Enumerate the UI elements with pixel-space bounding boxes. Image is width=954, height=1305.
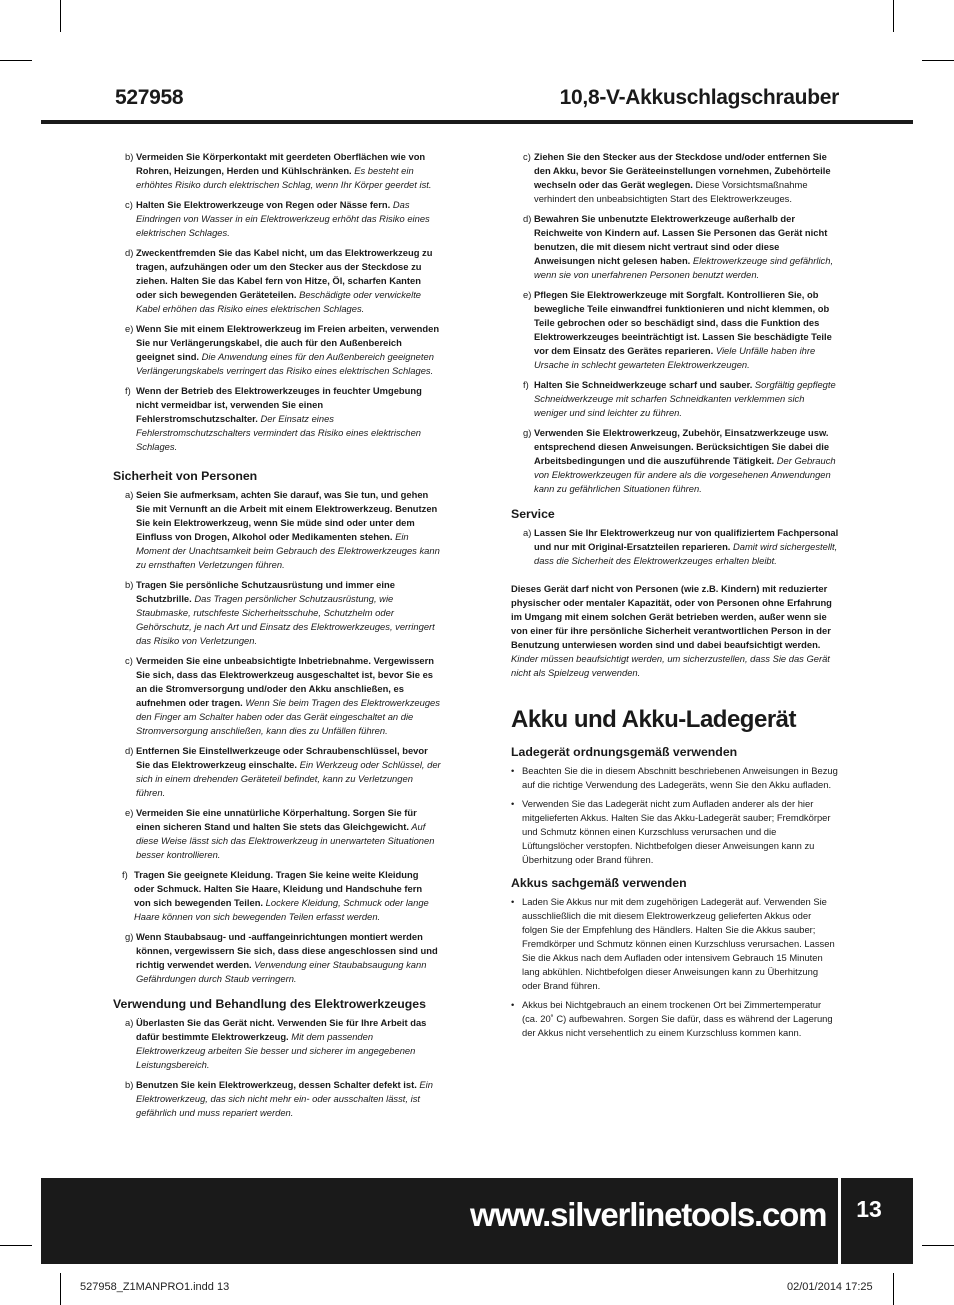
website-link[interactable]: www.silverlinetools.com	[470, 1196, 827, 1233]
item-label: d)	[125, 247, 134, 258]
bullet-text: Akkus bei Nichtgebrauch an einem trockenen Ort bei Zimmertemperatur (ca. 20˚ C) aufbewahren. Sorgen Sie dafür, dass es während der Lagerung der Akkus nicht versehentlich zu einem Kurzschluss kommen kann.	[522, 999, 833, 1038]
date-slug: 02/01/2014 17:25	[787, 1281, 873, 1293]
item-label: f)	[122, 869, 128, 880]
bullet-item	[511, 797, 839, 867]
usage-heading: Verwendung und Behandlung des Elektrowerkzeuges	[113, 997, 426, 1011]
item-instruction: Seien Sie aufmerksam, achten Sie darauf, was Sie tun, und gehen Sie mit Vernunft an die Arbeit mit einem Elektrowerkzeug. Benutzen Sie kein Elektrowerkzeug, wenn Sie müde sind oder unter dem Einfluss von Drogen, Alkohol oder Medikamenten stehen.	[136, 489, 438, 542]
crop-mark	[60, 1273, 61, 1305]
item-instruction: Entfernen Sie Einstellwerkzeuge oder Schraubenschlüssel, bevor Sie das Elektrowerkzeug einschalte.	[136, 745, 428, 770]
list-item	[511, 212, 839, 282]
item-instruction: Überlasten Sie das Gerät nicht. Verwenden Sie für Ihre Arbeit das dafür bestimmte Elektrowerkzeug.	[136, 1017, 427, 1042]
children-warning	[511, 582, 839, 680]
product-title: 10,8-V-Akkuschlagschrauber	[559, 86, 839, 109]
battery-bullet-list	[511, 895, 839, 1040]
file-slug: 527958_Z1MANPRO1.indd 13	[80, 1281, 230, 1293]
item-explanation: Elektrowerkzeuge sind gefährlich, wenn sie von unerfahrenen Personen benutzt werden.	[534, 255, 834, 280]
charger-bullet-list	[511, 764, 839, 867]
item-explanation: Viele Unfälle haben ihre Ursache in schlecht gewarteten Elektrowerkzeugen.	[534, 345, 816, 370]
item-explanation: Ein Elektrowerkzeug, das sich nicht mehr ein- oder ausschalten lässt, ist gefährlich und muss repariert werden.	[136, 1079, 433, 1118]
list-item	[113, 930, 441, 986]
list-item	[113, 1016, 441, 1072]
list-item	[113, 384, 441, 454]
bullet-text: Beachten Sie die in diesem Abschnitt beschriebenen Anweisungen in Bezug auf die richtige Verwendung des Ladegeräts, wenn Sie den Akku aufladen.	[522, 765, 838, 790]
battery-heading: Akkus sachgemäß verwenden	[511, 876, 687, 890]
item-instruction: Vermeiden Sie Körperkontakt mit geerdeten Oberflächen wie von Rohren, Heizungen, Herden und Kühlschränken.	[136, 151, 426, 176]
crop-mark	[893, 1273, 894, 1305]
item-label: b)	[125, 151, 134, 162]
bullet-icon: •	[511, 798, 515, 809]
list-item	[113, 488, 441, 572]
charger-heading: Ladegerät ordnungsgemäß verwenden	[511, 745, 738, 759]
item-label: d)	[523, 213, 532, 224]
item-explanation: Ein Werkzeug oder Schlüssel, der sich in einem drehenden Geräteteil befindet, kann zu Verletzungen führen.	[136, 759, 441, 798]
bullet-text: Verwenden Sie das Ladegerät nicht zum Aufladen anderer als der hier mitgelieferten Akkus. Halten Sie das Akku-Ladegerät sauber; Fremdkörper und Schmutz können einen Kurzschluss verursachen und die Lüftungslöcher verstopfen. Nichtbefolgen dieser Anweisungen kann zu Überhitzung oder Brand führen.	[522, 798, 831, 865]
bullet-icon: •	[511, 765, 515, 776]
item-instruction: Zweckentfremden Sie das Kabel nicht, um das Elektrowerkzeug zu tragen, aufzuhängen oder um den Stecker aus der Steckdose zu ziehen. Halten Sie das Kabel fern von Hitze, Öl, scharfen Kanten oder sich bewegenden Geräteteilen.	[136, 247, 433, 300]
item-explanation: Diese Vorsichtsmaßnahme verhindert den unbeabsichtigten Start des Elektrowerkzeuges.	[534, 179, 808, 204]
left-column	[113, 150, 441, 1126]
item-explanation: Sorgfältig gepflegte Schneidwerkzeuge mit scharfen Schneidkanten verklemmen sich weniger und sind leichter zu führen.	[534, 379, 836, 418]
item-instruction: Halten Sie Elektrowerkzeuge von Regen oder Nässe fern.	[136, 199, 391, 210]
crop-mark	[0, 1245, 32, 1246]
item-instruction: Pflegen Sie Elektrowerkzeuge mit Sorgfalt. Kontrollieren Sie, ob bewegliche Teile einwandfrei funktionieren und nicht klemmen, ob Teile gebrochen oder so beschädigt sind, dass die Funktion des Elektrowerkzeuges beeinträchtigt ist. Lassen Sie beschädigte Teile vor dem Einsatz des Gerätes reparieren.	[534, 289, 832, 356]
item-explanation: Lockere Kleidung, Schmuck oder lange Haare können von sich bewegenden Teilen erfasst werden.	[134, 897, 429, 922]
usage-list	[113, 1016, 441, 1120]
item-label: b)	[125, 1079, 134, 1090]
item-instruction: Wenn der Betrieb des Elektrowerkzeuges in feuchter Umgebung nicht vermeidbar ist, verwenden Sie einen Fehlerstromschutzschalter.	[136, 385, 422, 424]
header-rule	[41, 120, 913, 124]
item-label: e)	[125, 807, 134, 818]
item-label: d)	[125, 745, 134, 756]
list-item	[113, 578, 441, 648]
bullet-item	[511, 764, 839, 792]
item-explanation: Das Tragen persönlicher Schutzausrüstung, wie Staubmaske, rutschfeste Sicherheitsschuhe, Schutzhelm oder Gehörschutz, je nach Art und Einsatz des Elektrowerkzeuges, verringert das Risiko von Verletzungen.	[136, 593, 435, 646]
item-label: a)	[125, 1017, 134, 1028]
crop-mark	[60, 0, 61, 32]
item-instruction: Tragen Sie persönliche Schutzausrüstung und immer eine Schutzbrille.	[136, 579, 395, 604]
children-warning-bold: Dieses Gerät darf nicht von Personen (wie z.B. Kindern) mit reduzierter physischer oder mentaler Kapazität, oder von Personen ohne Erfahrung im Umgang mit einem solchen Gerät betrieben werden, außer wenn sie von einer für ihre persönliche Sicherheit verantwortlichen Person in der Benutzung unterwiesen worden sind und dabei beaufsichtigt werden.	[511, 583, 832, 650]
service-heading: Service	[511, 507, 555, 521]
item-explanation: Es besteht ein erhöhtes Risiko durch elektrischen Schlag, wenn Ihr Körper geerdet ist.	[136, 165, 432, 190]
item-label: f)	[125, 385, 131, 396]
list-item	[511, 426, 839, 496]
item-explanation: Der Gebrauch von Elektrowerkzeugen für andere als die vorgesehenen Anwendungen kann zu gefährlichen Situationen führen.	[534, 455, 836, 494]
list-item	[113, 744, 441, 800]
crop-mark	[922, 1245, 954, 1246]
list-item	[113, 198, 441, 240]
item-label: b)	[125, 579, 134, 590]
item-explanation: Ein Moment der Unachtsamkeit beim Gebrauch des Elektrowerkzeuges kann zu ernsthaften Verletzungen führen.	[136, 531, 440, 570]
item-explanation: Der Einsatz eines Fehlerstromschutzschalters vermindert das Risiko eines elektrischen Schlages.	[136, 413, 422, 452]
personal-safety-heading: Sicherheit von Personen	[113, 469, 258, 483]
item-instruction: Tragen Sie geeignete Kleidung. Tragen Sie keine weite Kleidung oder Schmuck. Halten Sie Haare, Kleidung und Handschuhe fern von sich bewegenden Teilen.	[134, 869, 423, 908]
bullet-text: Laden Sie Akkus nur mit dem zugehörigen Ladegerät auf. Verwenden Sie ausschließlich die mit diesem Elektrowerkzeug gelieferten Akkus oder folgen Sie der Empfehlung des Händlers. Halten Sie die Akkus sauber; Fremdkörper und Schmutz können einen Kurzschluss verursachen. Lassen Sie die Akkus nach dem Aufladen oder intensivem Gebrauch 15 Minuten lang abkühlen. Nichtbefolgen dieser Anweisungen kann zu Überhitzung oder Brand führen.	[522, 896, 835, 991]
list-item	[113, 1078, 441, 1120]
bullet-icon: •	[511, 896, 515, 907]
item-instruction: Vermeiden Sie eine unnatürliche Körperhaltung. Sorgen Sie für einen sicheren Stand und halten Sie stets das Gleichgewicht.	[136, 807, 417, 832]
item-instruction: Lassen Sie Ihr Elektrowerkzeug nur von qualifiziertem Fachpersonal und nur mit Original-Ersatzteilen reparieren.	[534, 527, 839, 552]
list-item	[113, 868, 441, 924]
list-item	[511, 288, 839, 372]
children-warning-italic: Kinder müssen beaufsichtigt werden, um sicherzustellen, dass Sie das Gerät nicht als Spielzeug verwenden.	[511, 653, 830, 678]
list-item	[511, 378, 839, 420]
item-instruction: Vermeiden Sie eine unbeabsichtigte Inbetriebnahme. Vergewissern Sie sich, dass das Elektrowerkzeug ausgeschaltet ist, bevor Sie es an die Stromversorgung und/oder den Akku anschließen, es aufnehmen oder tragen.	[136, 655, 435, 708]
usage-list-continued	[511, 150, 839, 496]
electrical-safety-list	[113, 150, 441, 454]
list-item	[113, 246, 441, 316]
item-instruction: Wenn Sie mit einem Elektrowerkzeug im Freien arbeiten, verwenden Sie nur Verlängerungskabel, die auch für den Außenbereich geeignet sind.	[136, 323, 440, 362]
item-label: a)	[523, 527, 532, 538]
item-label: c)	[125, 655, 133, 666]
right-column	[511, 150, 839, 1045]
bullet-item	[511, 998, 839, 1040]
personal-safety-list	[113, 488, 441, 986]
list-item	[113, 322, 441, 378]
bullet-icon: •	[511, 999, 515, 1010]
item-explanation: Verwendung einer Staubabsaugung kann Gefährdungen durch Staub verringern.	[136, 959, 427, 984]
item-label: c)	[523, 151, 531, 162]
item-explanation: Wenn Sie beim Tragen des Elektrowerkzeuges den Finger am Schalter haben oder das Gerät eingeschaltet an die Stromversorgung anschließen, kann dies zu Unfällen führen.	[136, 697, 440, 736]
item-explanation: Die Anwendung eines für den Außenbereich geeigneten Verlängerungskabels verringert das Risiko eines elektrischen Schlages.	[136, 351, 434, 376]
item-explanation: Auf diese Weise lässt sich das Elektrowerkzeug in unerwarteten Situationen besser kontrollieren.	[136, 821, 435, 860]
crop-mark	[0, 60, 32, 61]
item-instruction: Ziehen Sie den Stecker aus der Steckdose und/oder entfernen Sie den Akku, bevor Sie Geräteeinstellungen vornehmen, Zubehörteile wechseln oder das Gerät weglegen.	[534, 151, 831, 190]
list-item	[113, 654, 441, 738]
item-label: c)	[125, 199, 133, 210]
list-item	[113, 150, 441, 192]
item-explanation: Mit dem passenden Elektrowerkzeug arbeiten Sie besser und sicherer im angegebenen Leistungsbereich.	[136, 1031, 416, 1070]
item-explanation: Beschädigte oder verwickelte Kabel erhöhen das Risiko eines elektrischen Schlages.	[136, 289, 422, 314]
item-label: e)	[125, 323, 134, 334]
list-item	[113, 806, 441, 862]
bullet-item	[511, 895, 839, 993]
page-number: 13	[856, 1196, 882, 1222]
item-label: a)	[125, 489, 134, 500]
item-explanation: Das Eindringen von Wasser in ein Elektrowerkzeug erhöht das Risiko eines elektrischen Schlages.	[136, 199, 430, 238]
battery-section-title: Akku und Akku-Ladegerät	[511, 706, 796, 733]
item-instruction: Benutzen Sie kein Elektrowerkzeug, dessen Schalter defekt ist.	[136, 1079, 417, 1090]
item-instruction: Halten Sie Schneidwerkzeuge scharf und sauber.	[534, 379, 753, 390]
list-item	[511, 526, 839, 568]
item-label: e)	[523, 289, 532, 300]
item-label: g)	[523, 427, 532, 438]
item-label: f)	[523, 379, 529, 390]
item-instruction: Bewahren Sie unbenutzte Elektrowerkzeuge außerhalb der Reichweite von Kindern auf. Lassen Sie Personen das Gerät nicht benutzen, die mit diesem nicht vertraut sind oder diese Anweisungen nicht gelesen haben.	[534, 213, 828, 266]
service-list	[511, 526, 839, 568]
crop-mark	[893, 0, 894, 32]
list-item	[511, 150, 839, 206]
item-instruction: Verwenden Sie Elektrowerkzeug, Zubehör, Einsatzwerkzeuge usw. entsprechend diesen Anweisungen. Berücksichtigen Sie dabei die Arbeitsbedingungen und die auszuführende Tätigkeit.	[534, 427, 830, 466]
item-explanation: Damit wird sichergestellt, dass die Sicherheit des Elektrowerkzeuges erhalten bleibt.	[534, 541, 838, 566]
product-number: 527958	[115, 86, 184, 109]
item-instruction: Wenn Staubabsaug- und -auffangeinrichtungen montiert werden können, vergewissern Sie sich, dass diese angeschlossen sind und richtig verwendet werden.	[136, 931, 438, 970]
crop-mark	[922, 60, 954, 61]
item-label: g)	[125, 931, 134, 942]
